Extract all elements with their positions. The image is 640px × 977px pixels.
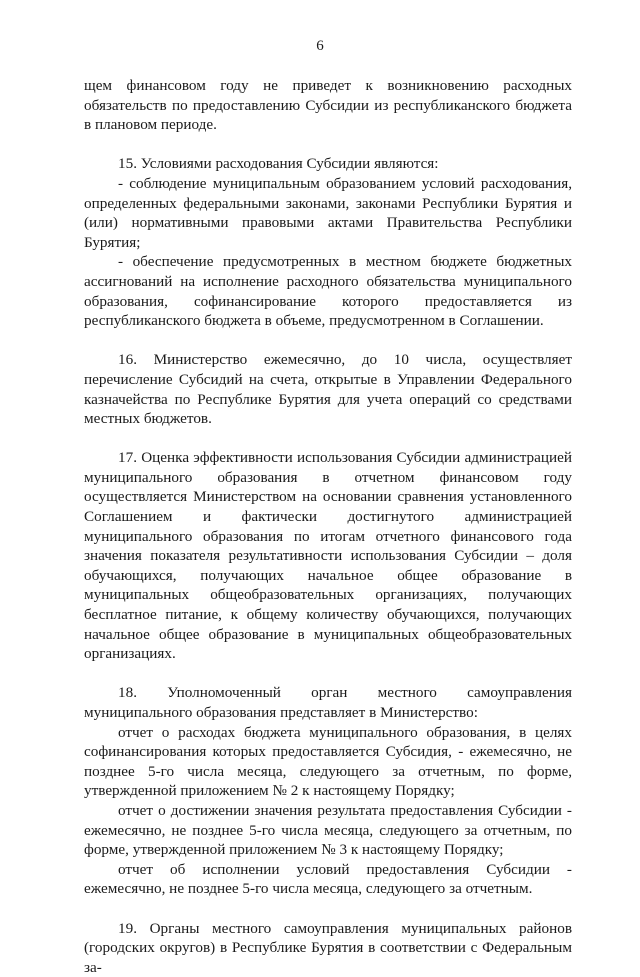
paragraph-18-item-3: отчет об исполнении условий предоставления Субсидии - ежемесячно, не позднее 5-го числа месяца, следующего за отчетным. [84, 860, 572, 898]
paragraph-17: 17. Оценка эффективности использования Субсидии администрацией муниципального образования в отчетном финансовом году осуществляется Министерством на основании сравнения установленного Соглашением и фактически достигнутого администрацией муниципального образования по итогам отчетного финансового года значения показателя результативности использования Субсидии – доля обучающихся, получающих начальное общее образование в муниципальных общеобразовательных организациях, получающих бесплатное питание, к общему количеству обучающихся, получающих начальное общее образование в муниципальных общеобразовательных организациях. [84, 449, 572, 663]
paragraph-16: 16. Министерство ежемесячно, до 10 числа, осуществляет перечисление Субсидий на счета, открытые в Управлении Федерального казначейства по Республике Бурятия для учета операций со средствами местных бюджетов. [84, 351, 572, 428]
paragraph-continuation: щем финансовом году не приведет к возникновению расходных обязательств по предоставлению Субсидии из республиканского бюджета в плановом периоде. [84, 77, 572, 134]
page-number: 6 [316, 38, 324, 54]
paragraph-15-item-1: - соблюдение муниципальным образованием условий расходования, определенных федеральными законами, законами Республики Бурятия и (или) нормативными правовыми актами Правительства Республики Бурятия; [84, 174, 572, 251]
paragraph-18-item-2: отчет о достижении значения результата предоставления Субсидии - ежемесячно, не позднее 5-го числа месяца, следующего за отчетным, по форме, утвержденной приложением № 3 к настоящему Порядку; [84, 801, 572, 859]
paragraph-15-item-2: - обеспечение предусмотренных в местном бюджете бюджетных ассигнований на исполнение расходного обязательства муниципального образования, софинансирование которого предоставляется из республиканского бюджета в объеме, предусмотренном в Соглашении. [84, 253, 572, 330]
paragraph-15-intro: 15. Условиями расходования Субсидии являются: [118, 155, 439, 173]
paragraph-18-intro: 18. Уполномоченный орган местного самоуправления муниципального образования представляет в Министерство: [84, 684, 572, 721]
paragraph-19: 19. Органы местного самоуправления муниципальных районов (городских округов) в Республике Бурятия в соответствии с Федеральным за- [84, 919, 572, 976]
document-body [84, 76, 572, 977]
paragraph-18-item-1: отчет о расходах бюджета муниципального образования, в целях софинансирования которых предоставляется Субсидия, - ежемесячно, не позднее 5-го числа месяца, следующего за отчетным, по форме, утвержденной приложением № 2 к настоящему Порядку; [84, 723, 572, 800]
